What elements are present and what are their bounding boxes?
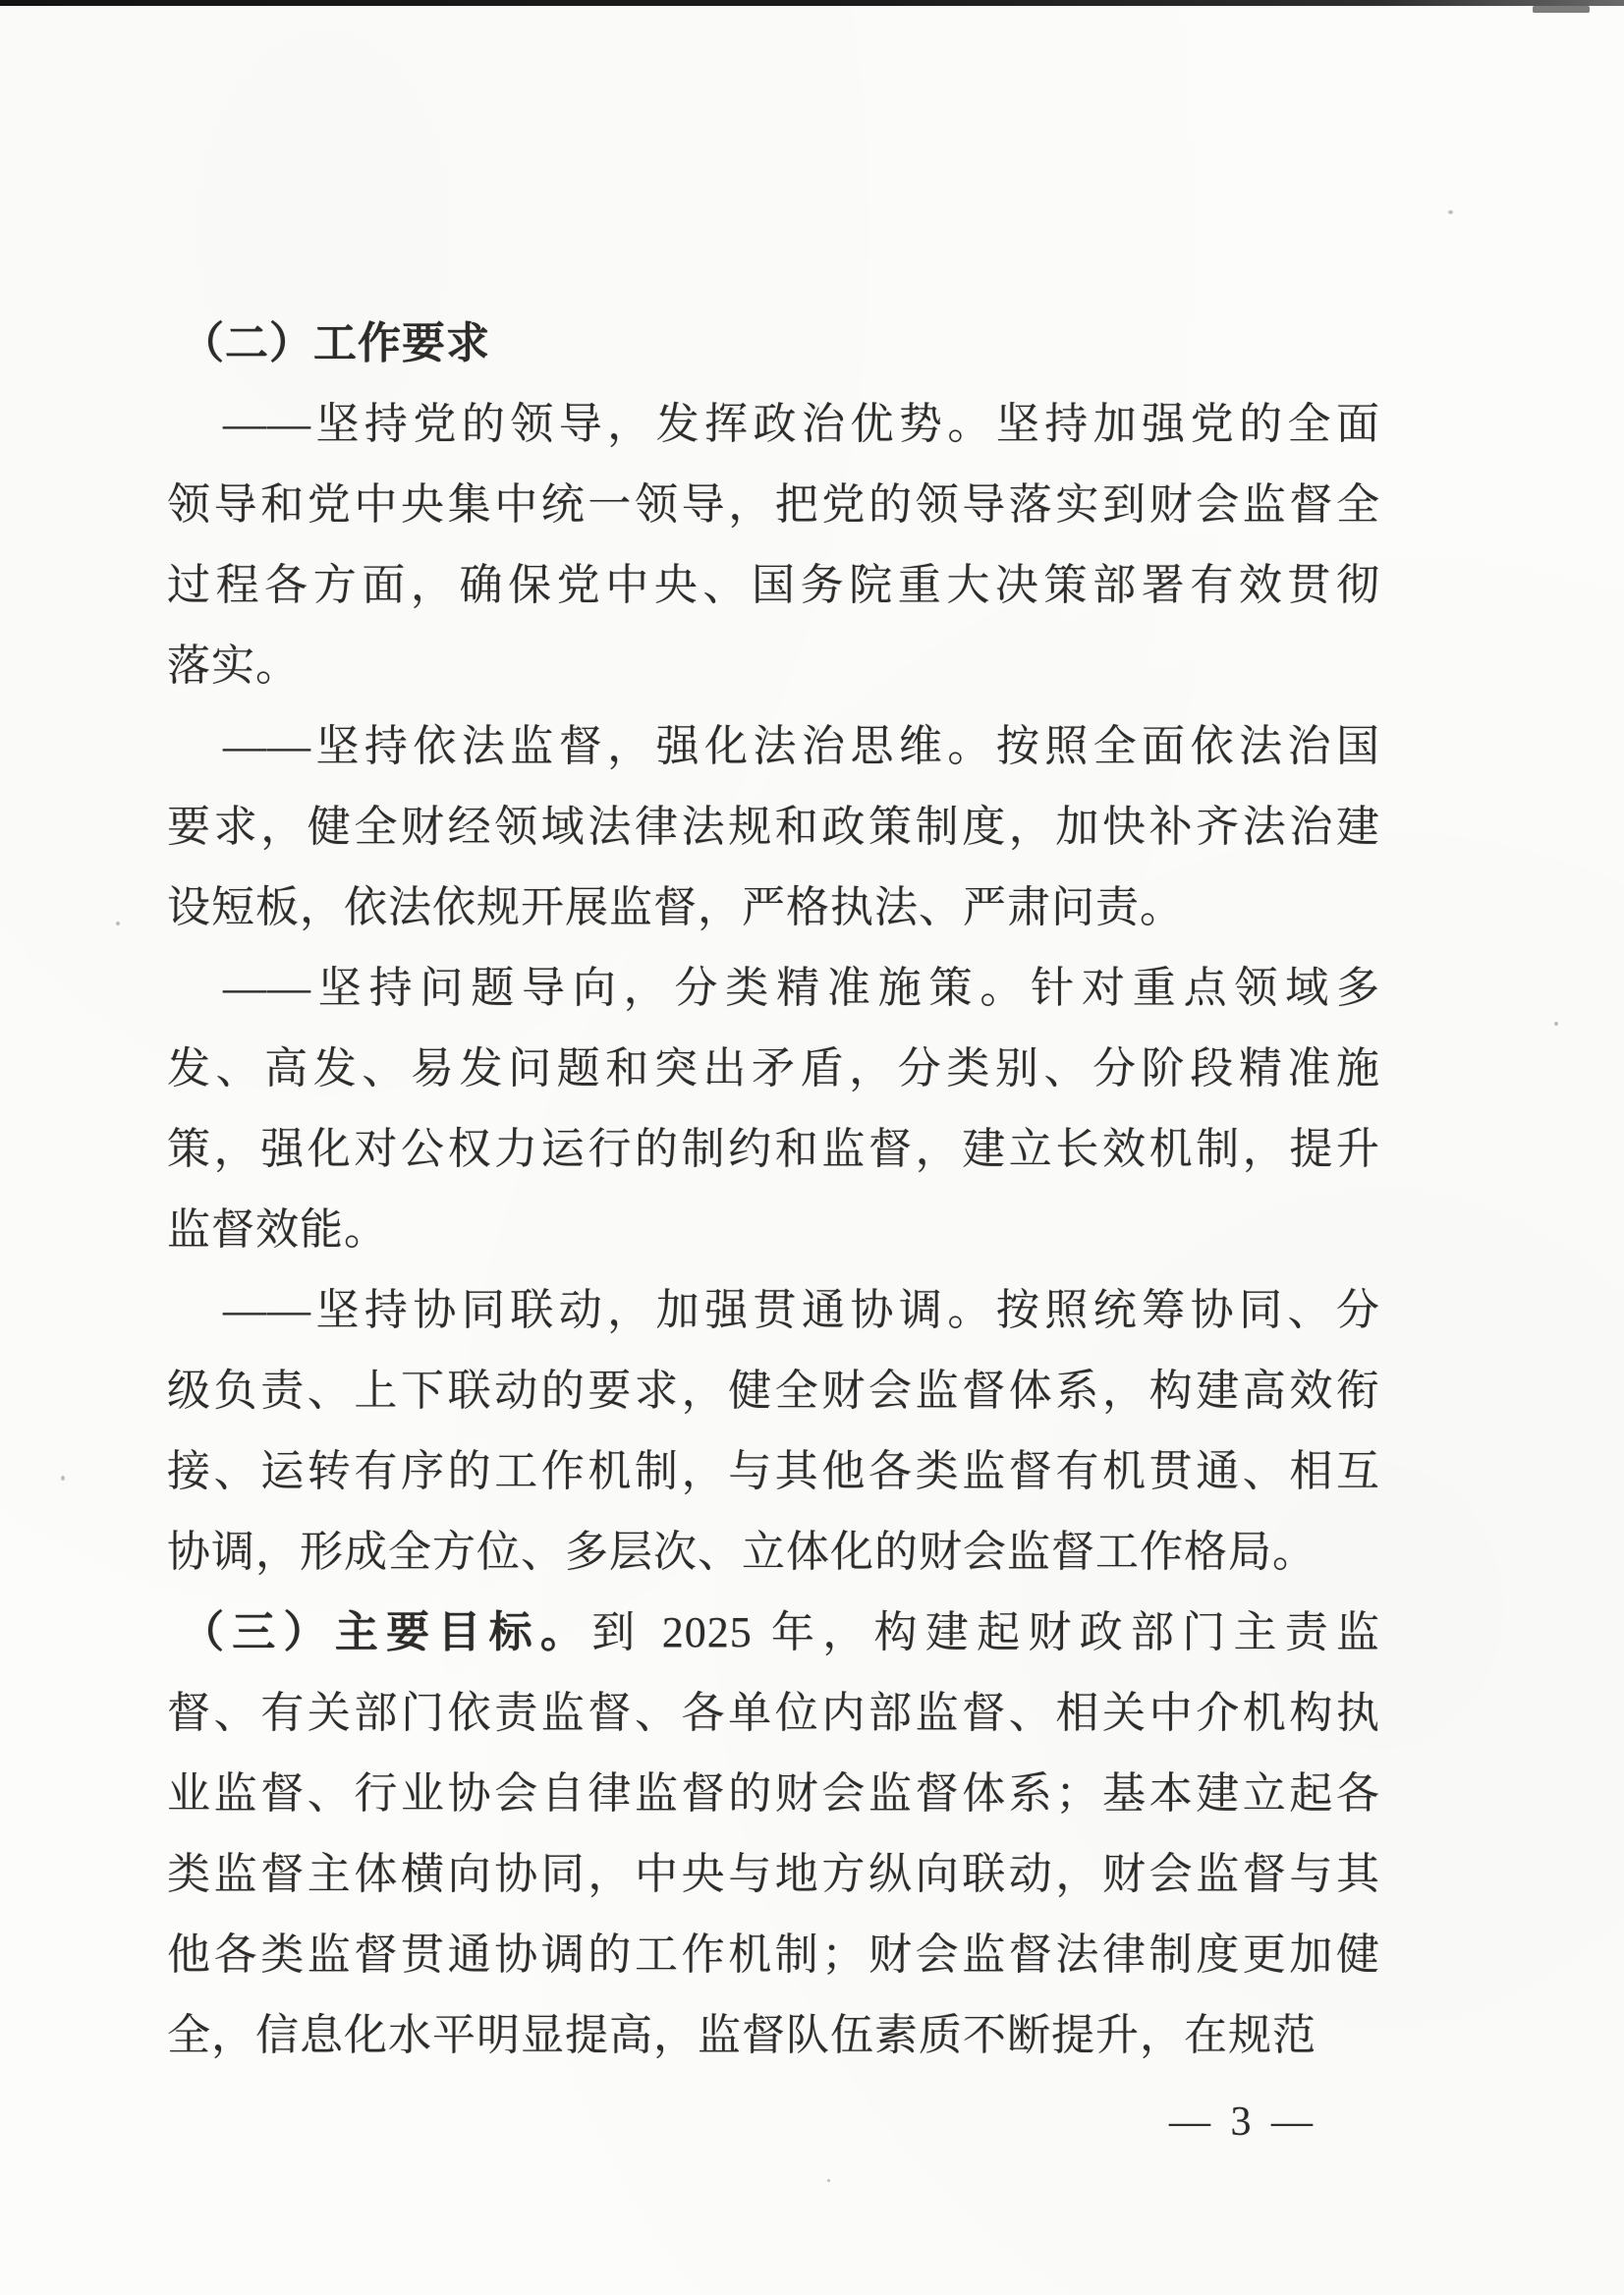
- page-number: — 3 —: [1169, 2099, 1317, 2145]
- text-line: 全，信息化水平明显提高，监督队伍素质不断提升，在规范: [167, 2011, 1316, 2059]
- text-line: 级负责、上下联动的要求，健全财会监督体系，构建高效衔: [167, 1367, 1380, 1415]
- scan-speck: [827, 2179, 830, 2182]
- text-line: 过程各方面，确保党中央、国务院重大决策部署有效贯彻: [167, 561, 1380, 609]
- text-line: ——坚持党的领导，发挥政治优势。坚持加强党的全面: [223, 400, 1380, 448]
- scan-edge-artifact: [0, 0, 1624, 6]
- section-heading: （二）工作要求: [181, 319, 490, 367]
- paragraph-lead: （三）主要目标。: [181, 1608, 592, 1656]
- text-line: 类监督主体横向协同，中央与地方纵向联动，财会监督与其: [167, 1850, 1380, 1898]
- text-line: 设短板，依法依规开展监督，严格执法、严肃问责。: [167, 883, 1184, 931]
- text-line: ——坚持协同联动，加强贯通协调。按照统筹协同、分: [223, 1286, 1380, 1334]
- scan-speck: [61, 1476, 65, 1481]
- document-body: [167, 304, 1380, 2076]
- scan-speck: [116, 922, 120, 925]
- scan-speck: [1554, 1022, 1558, 1026]
- text-line: 监督效能。: [167, 1205, 388, 1254]
- text-line: ——坚持依法监督，强化法治思维。按照全面依法治国: [223, 722, 1380, 770]
- paragraph-text: 到 2025 年，构建起财政部门主责监: [591, 1608, 1381, 1656]
- text-line: 协调，形成全方位、多层次、立体化的财会监督工作格局。: [167, 1528, 1316, 1576]
- text-line: [167, 1593, 1380, 1673]
- scan-speck: [1448, 210, 1453, 214]
- text-line: 要求，健全财经领域法律法规和政策制度，加快补齐法治建: [167, 803, 1380, 851]
- text-line: ——坚持问题导向，分类精准施策。针对重点领域多: [223, 964, 1380, 1012]
- text-line: 他各类监督贯通协调的工作机制；财会监督法律制度更加健: [167, 1931, 1380, 1979]
- text-line: 督、有关部门依责监督、各单位内部监督、相关中介机构执: [167, 1689, 1380, 1737]
- scan-blot-artifact: [1533, 6, 1590, 13]
- text-line: 领导和党中央集中统一领导，把党的领导落实到财会监督全: [167, 480, 1380, 529]
- text-line: 接、运转有序的工作机制，与其他各类监督有机贯通、相互: [167, 1447, 1380, 1495]
- text-line: 落实。: [167, 642, 300, 690]
- text-line: 策，强化对公权力运行的制约和监督，建立长效机制，提升: [167, 1125, 1380, 1173]
- text-line: 业监督、行业协会自律监督的财会监督体系；基本建立起各: [167, 1769, 1380, 1818]
- text-line: 发、高发、易发问题和突出矛盾，分类别、分阶段精准施: [167, 1044, 1380, 1092]
